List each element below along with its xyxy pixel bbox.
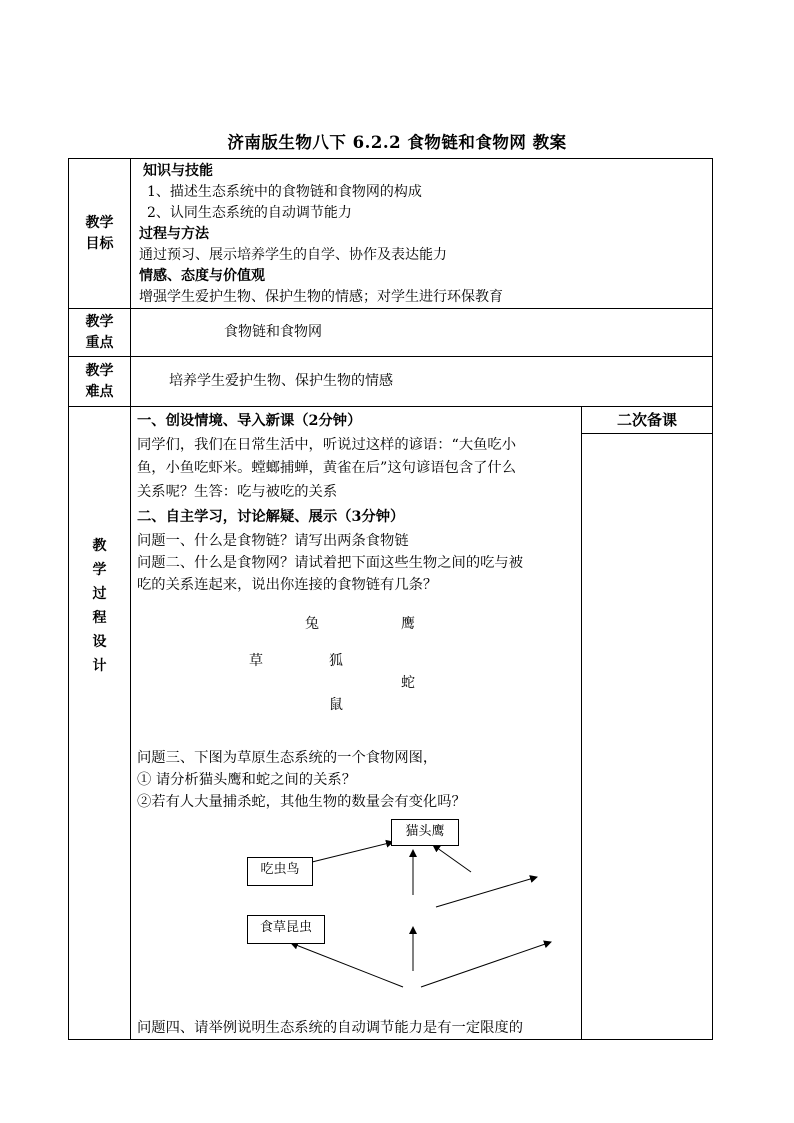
question-3-part-1: ① 请分析猫头鹰和蛇之间的关系？: [137, 772, 356, 788]
difficult-text: 培养学生爱护生物、保护生物的情感: [169, 373, 393, 389]
food-web-arrows: [131, 407, 581, 1039]
second-prep-heading: 二次备课: [582, 407, 712, 434]
difficult-label-text: 教学难点: [85, 362, 114, 400]
organism-fox: 狐: [329, 653, 343, 669]
organism-snake: 蛇: [401, 675, 415, 691]
arrow-to-right-upper: [436, 877, 537, 907]
arrow-bird-to-owl: [312, 842, 393, 862]
organism-grass: 草: [249, 653, 263, 669]
second-prep-column: [582, 407, 712, 1039]
difficult-content: [131, 357, 713, 407]
question-1: 问题一、什么是食物链？请写出两条食物链: [137, 533, 409, 549]
process-row: [69, 407, 713, 1040]
section-1-heading: 一、创设情境、导入新课（2分钟）: [137, 413, 362, 429]
section-1-line-b: 鱼，小鱼吃虾米。螳螂捕蝉，黄雀在后”这句谚语包含了什么: [137, 460, 517, 476]
organism-rabbit: 兔: [305, 616, 319, 632]
goals-line-attitude: 增强学生爱护生物、保护生物的情感；对学生进行环保教育: [139, 289, 503, 305]
organism-eagle: 鹰: [401, 616, 415, 632]
key-label-text: 教学重点: [85, 313, 114, 351]
goals-item-2: 2、认同生态系统的自动调节能力: [147, 205, 352, 221]
goals-item-1: 1、描述生态系统中的食物链和食物网的构成: [147, 184, 422, 200]
section-1-line-c: 关系呢？生答：吃与被吃的关系: [137, 484, 338, 500]
process-label-char: 计: [92, 658, 107, 674]
page-title: 济南版生物八下 6.2.2 食物链和食物网 教案: [227, 133, 567, 152]
goals-label: [69, 159, 131, 309]
difficult-row: [69, 357, 713, 407]
process-label-char: 学: [92, 562, 107, 578]
section-2-heading: 二、自主学习，讨论解疑、展示（3分钟）: [137, 509, 405, 525]
goals-content: [131, 159, 713, 309]
process-label-char: 程: [92, 610, 107, 626]
process-label-char: 设: [92, 634, 107, 650]
process-label-stack: [69, 407, 130, 678]
arrow-right-to-owl: [433, 845, 471, 872]
lesson-plan-table: [68, 158, 713, 1040]
question-3-part-2: ②若有人大量捕杀蛇，其他生物的数量会有变化吗？: [137, 794, 466, 810]
section-1-line-a: 同学们，我们在日常生活中，听说过这样的谚语：“大鱼吃小: [137, 437, 517, 453]
process-label-char: 教: [92, 538, 107, 554]
question-3: 问题三、下图为草原生态系统的一个食物网图，: [137, 750, 438, 766]
process-main-column: [131, 407, 582, 1039]
question-4: 问题四、请举例说明生态系统的自动调节能力是有一定限度的: [137, 1020, 524, 1036]
arrow-to-right-lower: [421, 942, 551, 987]
goals-heading-process: 过程与方法: [139, 226, 209, 242]
question-2-line-b: 吃的关系连起来，说出你连接的食物链有几条？: [137, 577, 438, 593]
goals-label-text: 教学目标: [85, 214, 114, 252]
process-label-char: 过: [92, 586, 107, 602]
key-label: [69, 309, 131, 357]
question-2-line-a: 问题二、什么是食物网？请试着把下面这些生物之间的吃与被: [137, 555, 524, 571]
web-node-insect: 食草昆虫: [247, 915, 325, 944]
organism-mouse: 鼠: [329, 697, 343, 713]
key-row: [69, 309, 713, 357]
key-content: [131, 309, 713, 357]
arrow-to-insect: [291, 943, 403, 987]
process-label: [69, 407, 131, 1040]
goals-row: [69, 159, 713, 309]
process-content: [131, 407, 713, 1040]
goals-heading-knowledge: 知识与技能: [143, 163, 213, 179]
web-node-owl: 猫头鹰: [391, 819, 459, 846]
web-node-bird: 吃虫鸟: [247, 857, 313, 886]
key-text: 食物链和食物网: [224, 324, 322, 340]
goals-line-process: 通过预习、展示培养学生的自学、协作及表达能力: [139, 247, 447, 263]
goals-heading-attitude: 情感、态度与价值观: [139, 268, 265, 284]
difficult-label: [69, 357, 131, 407]
